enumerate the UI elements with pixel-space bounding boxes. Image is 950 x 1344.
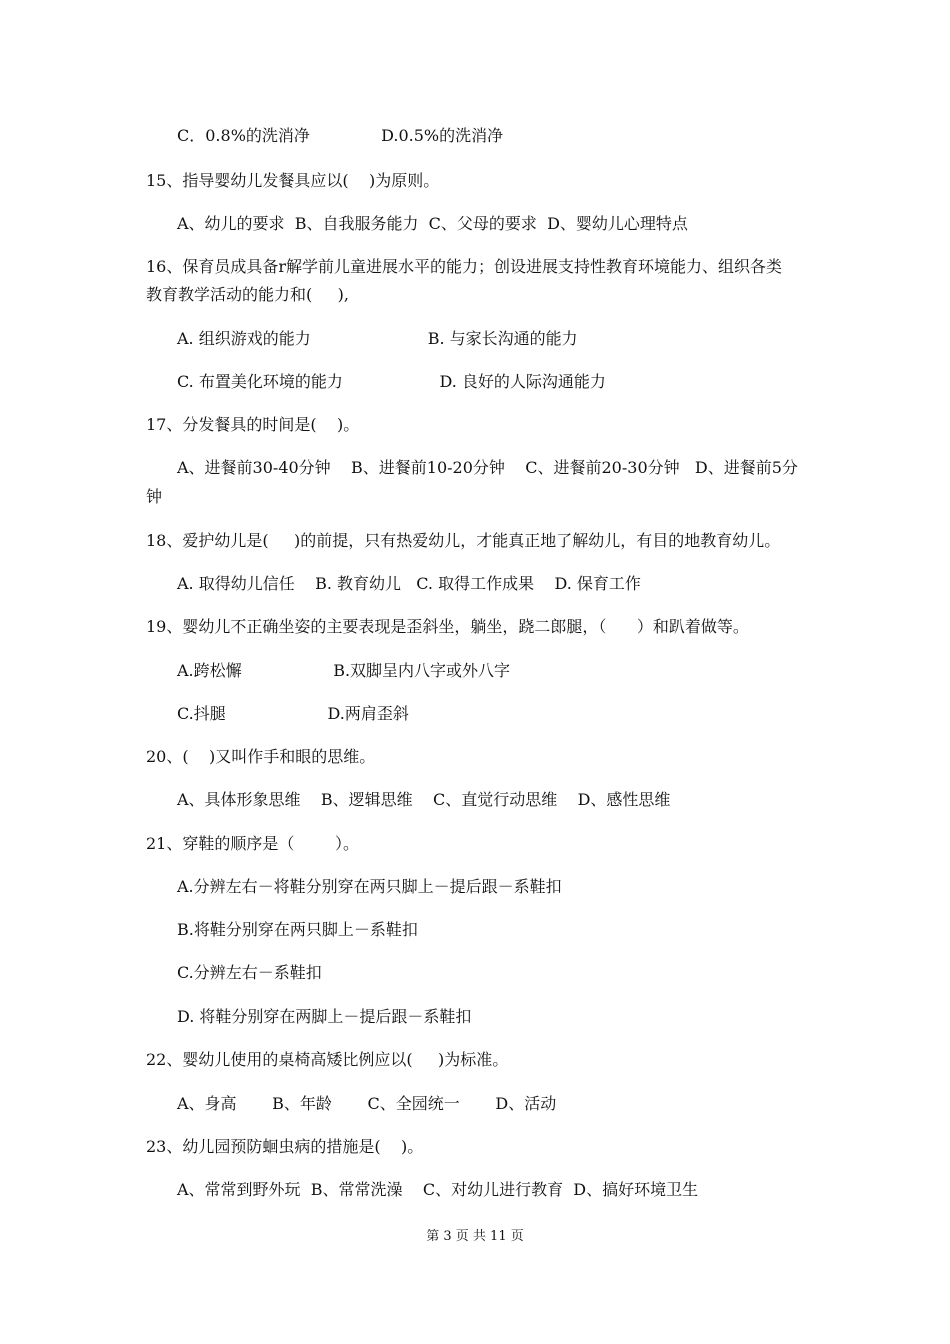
question-16-line2: 教育教学活动的能力和( ),	[146, 285, 350, 304]
question-19: 19、婴幼儿不正确坐姿的主要表现是歪斜坐，躺坐，跷二郎腿，（ ）和趴着做等。	[146, 617, 749, 636]
question-20: 20、( )又叫作手和眼的思维。	[146, 747, 376, 766]
q17-options-line1: A、进餐前30-40分钟 B、进餐前10-20分钟 C、进餐前20-30分钟 D、进餐前5分	[177, 458, 798, 477]
question-16-line1: 16、保育员成具备r解学前儿童进展水平的能力；创设进展支持性教育环境能力、组织各类	[146, 257, 783, 276]
q17-options-line2: 钟	[146, 487, 163, 506]
page-number-footer: 第 3 页 共 11 页	[426, 1229, 524, 1244]
q21-option-b: B.将鞋分别穿在两只脚上－系鞋扣	[177, 920, 418, 939]
q23-options: A、常常到野外玩 B、常常洗澡 C、对幼儿进行教育 D、搞好环境卫生	[177, 1180, 699, 1199]
q22-options: A、身高 B、年龄 C、全园统一 D、活动	[177, 1094, 557, 1113]
q19-options-cd: C.抖腿 D.两肩歪斜	[177, 704, 409, 723]
question-23: 23、幼儿园预防蛔虫病的措施是( )。	[146, 1137, 424, 1156]
q14-options-cd: C．0.8%的洗消净 D.0.5%的洗消净	[177, 126, 504, 145]
q21-option-a: A.分辨左右－将鞋分别穿在两只脚上－提后跟－系鞋扣	[177, 877, 562, 896]
q19-options-ab: A.跨松懈 B.双脚呈内八字或外八字	[177, 661, 511, 680]
q15-options: A、幼儿的要求 B、自我服务能力 C、父母的要求 D、婴幼儿心理特点	[177, 214, 688, 233]
q16-options-cd: C. 布置美化环境的能力 D. 良好的人际沟通能力	[177, 372, 606, 391]
q21-option-d: D. 将鞋分别穿在两脚上－提后跟－系鞋扣	[177, 1007, 472, 1026]
q18-options: A. 取得幼儿信任 B. 教育幼儿 C. 取得工作成果 D. 保育工作	[177, 574, 641, 593]
q21-option-c: C.分辨左右－系鞋扣	[177, 963, 322, 982]
q16-options-ab: A. 组织游戏的能力 B. 与家长沟通的能力	[177, 329, 578, 348]
q20-options: A、具体形象思维 B、逻辑思维 C、直觉行动思维 D、感性思维	[177, 790, 671, 809]
question-17: 17、分发餐具的时间是( )。	[146, 415, 360, 434]
question-22: 22、婴幼儿使用的桌椅高矮比例应以( )为标准。	[146, 1050, 509, 1069]
question-18: 18、爱护幼儿是( )的前提，只有热爱幼儿，才能真正地了解幼儿，有目的地教育幼儿。	[146, 531, 781, 550]
question-21: 21、穿鞋的顺序是（ ）。	[146, 834, 360, 853]
question-15: 15、指导婴幼儿发餐具应以( )为原则。	[146, 171, 440, 190]
